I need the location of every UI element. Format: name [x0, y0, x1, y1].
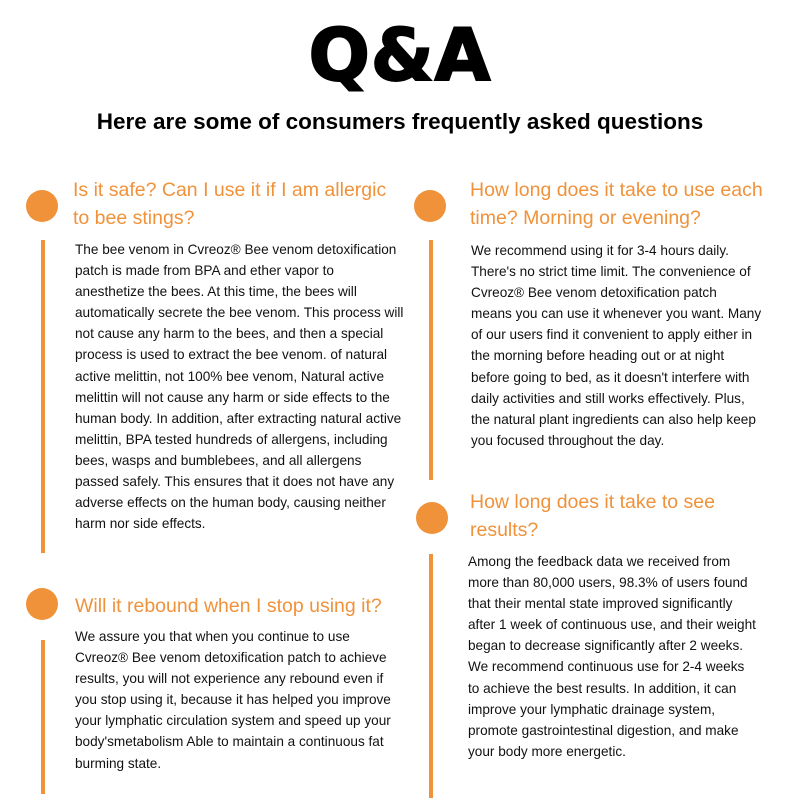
accent-bar	[41, 240, 45, 553]
faq-answer: We assure you that when you continue to use Cvreoz® Bee venom detoxification patch to achieve results, you will not experience any rebound even if you stop using it, because it has helped you improve your lymphatic circulation system and speed up your body'smetabolism Able to maintain a continuous fat burming state.	[75, 629, 391, 771]
bullet-dot	[414, 190, 446, 222]
faq-answer: The bee venom in Cvreoz® Bee venom detoxification patch is made from BPA and ether vapor to anesthetize the bees. At this time, the bees will automatically secrete the bee venom. This process will not cause any harm to the bees, and then a special process is used to extract the bee venom. of natural active melittin, not 100% bee venom, Natural active melittin will not cause any harm or side effects to the human body. In addition, after extracting natural active melittin, BPA tested hundreds of allergens, including bees, wasps and bumblebees, and all allergens passed safely. This ensures that it does not have any adverse effects on the human body, causing neither harm nor side effects.	[75, 242, 404, 532]
accent-bar	[41, 640, 45, 794]
page-subtitle: Here are some of consumers frequently asked questions	[96, 109, 704, 134]
accent-bar	[429, 554, 433, 798]
page-title: Q&A	[308, 13, 492, 97]
bullet-dot	[416, 502, 448, 534]
faq-question: Will it rebound when I stop using it?	[75, 595, 382, 617]
faq-question: Is it safe? Can I use it if I am allergic to bee stings?	[73, 179, 387, 229]
bullet-dot	[26, 588, 58, 620]
faq-answer: Among the feedback data we received from more than 80,000 users, 98.3% of users found that their mental state improved significantly after 1 week of continuous use, and their weight began to decrease significantly after 2 weeks. We recommend continuous use for 2-4 weeks to achieve the best results. In addition, it can improve your lymphatic drainage system, promote gastrointestinal digestion, and make your body more energetic.	[468, 554, 756, 759]
bullet-dot	[26, 190, 58, 222]
faq-answer: We recommend using it for 3-4 hours daily. There's no strict time limit. The convenience of Cvreoz® Bee venom detoxification patch means you can use it whenever you want. Many of our users find it convenient to apply either in the morning before heading out or at night before going to bed, as it doesn't interfere with daily activities and still works effectively. Plus, the natural plant ingredients can also help keep you focused throughout the day.	[471, 243, 762, 448]
accent-bar	[429, 240, 433, 480]
faq-question: How long does it take to see results?	[470, 491, 715, 541]
faq-question: How long does it take to use each time? Morning or evening?	[470, 179, 763, 229]
